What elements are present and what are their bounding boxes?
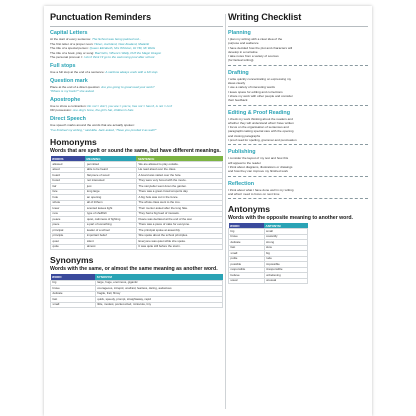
homonyms-cell: quite [51,244,85,250]
antonyms-cell: cowardly [264,234,307,240]
rule-text: Use speech marks around the words that are actually spoken: [50,122,135,127]
homonyms-cell: There was a piece of cake for everyone. [136,222,222,228]
homonyms-cell: a part of something [85,222,137,228]
homonyms-cell: silent [85,239,137,245]
checklist-item: I check my work thinking about the readers and [228,116,293,121]
antonyms-cell: believe [229,273,265,279]
checklist-item: I take notes from a variety of sources [228,54,279,59]
rule-example: A rainbow always ends with a full stop. [105,69,159,74]
punctuation-sections [50,30,223,132]
antonyms-header-antonym: ANTONYM [264,223,307,229]
punctuation-rule-line [50,70,223,75]
homonyms-cell: The principal spoke at assembly. [136,228,222,234]
title-rule [50,26,223,27]
rule-text: The first letter of a proper noun: [50,41,95,46]
homonyms-cell: They had a big feed of mussels. [136,211,222,217]
rule-text: The title of a book, play or song: [50,50,95,55]
antonyms-cell: brave [229,234,265,240]
rule-text: The personal pronoun I: [50,55,84,60]
checklist-item: I leave space for editing and corrections [228,89,283,94]
antonyms-row [229,278,308,284]
homonyms-header-meaning: MEANING [85,156,137,162]
punctuation-rule-line [50,108,223,113]
rule-example: Do not = don't, you are = you're, has not = hasn't, is not = isn't [87,103,173,108]
right-column [228,12,368,284]
homonyms-cell: just [85,184,137,190]
rule-text: OR possession: [50,108,73,113]
homonyms-cell: allowed [51,162,85,168]
antonyms-cell: big [229,229,265,235]
checklist-item: I think about what I have done well in my writing [228,187,294,192]
homonyms-cell: A big hole was cut in the fence. [136,195,222,201]
homonyms-cell: She spoke about the school principles. [136,233,222,239]
homonyms-table [50,156,223,250]
synonyms-cell: big [51,280,96,286]
antonyms-cell: strong [264,240,307,246]
checklist-item: and what I need to focus on next time [228,191,280,196]
rule-example: "I've finished my writing," said Ella. Jack asked, "Have you proofed it as well?" [50,127,157,132]
punctuation-section-heading: Full stops [50,62,76,69]
section-dashed-divider [228,105,368,106]
homonyms-cell: important belief [85,233,137,239]
checklist-item: I focus on the organisation of sentences and [228,125,289,130]
punctuation-rule-line [50,55,223,60]
rule-text: Place at the end of a direct question: [50,84,102,89]
antonyms-title: Antonyms [228,204,271,215]
checklist-item: I share my work with other people and consider [228,93,293,98]
homonyms-cell: He read aloud over the class. [136,167,222,173]
homonyms-cell: Everyone was quiet while she spoke. [136,239,222,245]
checklist-section-heading: Publishing [228,149,256,156]
rule-example: Are you going to great read your work? [101,84,155,89]
homonyms-row [51,244,223,250]
homonyms-cell: fair [51,184,85,190]
homonyms-header-word: WORDS [51,156,85,162]
homonyms-cell: principal [51,228,85,234]
synonyms-header-synonym: SYNONYM [95,274,222,280]
antonyms-cell: slow [264,245,307,251]
homonyms-cell: permitted [85,162,137,168]
antonyms-cell: big [264,251,307,257]
antonyms-cell: fast [229,245,265,251]
homonyms-cell: There was a great crowd at sports day. [136,189,222,195]
antonyms-cell: delicate [229,240,265,246]
section-dashed-divider [228,65,368,66]
homonyms-cell: principle [51,233,85,239]
checklist-item: I plan my writing with a clear idea of the [228,37,283,41]
synonyms-cell: brave [51,286,96,292]
rule-example: Queen Elizabeth, Mrs Whiston, Dr Hill, Mr Wells [89,46,156,51]
antonyms-cell: responsible [229,267,265,273]
rule-text: At the start of every sentence: [50,37,92,41]
punctuation-section-heading: Direct Speech [50,115,86,122]
homonyms-cell: able to be heard [85,167,137,173]
checklist-item: ideas clearly [228,81,246,86]
checklist-item: I have decided how the plot and characters will [228,45,293,50]
antonyms-cell: small [264,229,307,235]
checklist-item: and how they can improve my finished work [228,169,289,174]
homonyms-cell: board [51,173,85,179]
rule-text: Use a full stop at the end of a sentence: [50,69,106,74]
synonyms-subtitle: Words with the same, or almost the same meaning as another word. [50,266,218,273]
homonyms-cell: all of it/them [85,200,137,206]
antonyms-table-wrap [228,223,308,284]
left-column [50,12,223,308]
homonyms-cell: We are allowed to play outside. [136,162,222,168]
homonyms-cell: A board was nailed over the hole. [136,173,222,179]
homonyms-cell: hole [51,195,85,201]
antonyms-cell: irresponsible [264,267,307,273]
checklist-item: develop in a narrative [228,49,258,54]
homonyms-cell: Peace was declared at the end of the war. [136,217,222,223]
homonyms-cell: quiet, calmness of fighting [85,217,137,223]
antonyms-cell: usual [229,278,265,284]
punctuation-section-heading: Apostrophe [50,96,81,103]
checklist-item: whether they will understand what I have written [228,120,294,125]
homonyms-cell: flat piece of wood [85,173,137,179]
rule-text: Use to show a contraction: [50,103,88,108]
antonyms-subtitle: Words with the opposite meaning to another word. [228,215,353,222]
section-dashed-divider [228,176,368,177]
checklist-item: purpose and audience [228,41,259,46]
synonyms-cell: delicate [51,291,96,297]
punctuation-rule-line [50,128,223,133]
synonyms-table [50,274,223,308]
rule-example: one dog's bone, the girl's hat, children's hats [72,108,134,113]
synonyms-header-word: WORD [51,274,96,280]
checklist-item: I use a variety of interesting words [228,85,275,90]
section-dashed-divider [228,144,368,145]
homonyms-cell: an opening [85,195,137,201]
homonyms-title: Homonyms [50,137,97,148]
homonyms-cell: fare [51,189,85,195]
antonyms-cell: polite [229,256,265,262]
rule-example: The School was being painted red... [91,37,142,41]
antonyms-cell: rude [264,256,307,262]
homonyms-cell: leader of a school [85,228,137,234]
checklist-item: I write quickly concentrating on expressing my [228,76,292,81]
antonyms-cell: small [229,251,265,257]
column-divider [225,14,226,409]
punctuation-section-heading: Question mark [50,77,88,84]
checklist-item: I consider the layout of my text and how this [228,156,289,161]
homonyms-cell: whole [51,200,85,206]
antonyms-cell: unbelieving [264,273,307,279]
homonyms-cell: They were very bored with the movie. [136,178,222,184]
checklist-section-heading: Planning [228,30,251,36]
homonyms-cell: scented leaves light [85,206,137,212]
antonyms-table [228,223,308,284]
homonyms-cell: knew [51,206,85,212]
right-margin [376,0,416,416]
rule-example: Bad Girls, Where's Wally, Puff the Magic Dragon [94,50,162,55]
synonyms-cell: small [51,302,96,308]
homonyms-cell: The whole class went to the zoo. [136,200,222,206]
homonyms-cell: not interested [85,178,137,184]
homonyms-cell: The storyteller went down the garden. [136,184,222,190]
antonyms-cell: possible [229,262,265,268]
homonyms-subtitle: Words that are spelt or sound the same, but have different meanings. [50,148,221,155]
checklist-item: their feedback [228,98,248,103]
homonyms-cell: type of shellfish [85,211,137,217]
homonyms-cell: bored [51,178,85,184]
checklist-rule [228,26,368,27]
homonyms-cell: aloud [51,167,85,173]
homonyms-cell: Their mentor asked after the long hike. [136,206,222,212]
checklist-title: Writing Checklist [228,12,302,22]
checklist-item: will appeal to the reader [228,160,261,165]
checklist-section-heading: Reflection [228,180,255,187]
checklist-item: paragraphs taking special care with the opening [228,129,294,134]
synonyms-cell: little, modest, pocket-sized, miniscule, tiny [95,302,222,308]
synonyms-cell: large, huge, enormous, gigantic [95,280,222,286]
synonyms-cell: courageous, intrepid, unafraid, fearless, daring, audacious [95,286,222,292]
synonyms-row [51,302,223,308]
synonyms-title: Synonyms [50,255,94,266]
checklist-section-heading: Drafting [228,69,249,76]
rule-example: Helen, Auckland, New Zealand, Matariki [94,41,150,46]
homonyms-cell: It was quite still before the storm. [136,244,222,250]
homonyms-cell: quiet [51,239,85,245]
checklist-sections [228,30,368,199]
rule-example: I don't think I'll go to the swimming pool after school. [83,55,156,60]
homonyms-header-sentence: SENTENCE [136,156,222,162]
punctuation-title: Punctuation Reminders [50,12,152,22]
checklist-item: (for factual writing) [228,58,254,63]
homonyms-cell: piece [51,222,85,228]
checklist-item: I proof read for spelling, grammar and punctuation [228,138,297,143]
poster-sheet [44,6,372,416]
checklist-item: and closing paragraphs [228,133,261,138]
synonyms-cell: fast [51,297,96,303]
synonyms-cell: quick, speedy, prompt, straightaway, rapid [95,297,222,303]
punctuation-section-heading: Capital Letters [50,30,88,36]
antonyms-cell: unusual [264,278,307,284]
left-margin [0,0,40,416]
antonyms-cell: impossible [264,262,307,268]
rule-example: "Where is my book?" she asked. [50,89,95,94]
homonyms-cell: almost [85,244,137,250]
rule-text: The title of a special person: [50,46,90,51]
homonyms-cell: long large [85,189,137,195]
synonyms-cell: fragile, frail, flimsy [95,291,222,297]
checklist-item: I think about diagrams, illustrations or drawings [228,164,293,169]
checklist-section-heading: Editing & Proof Reading [228,109,290,116]
homonyms-cell: peace [51,217,85,223]
antonyms-header-word: WORD [229,223,265,229]
homonyms-cell: new [51,211,85,217]
punctuation-rule-line [50,89,223,94]
section-dashed-divider [228,198,368,199]
